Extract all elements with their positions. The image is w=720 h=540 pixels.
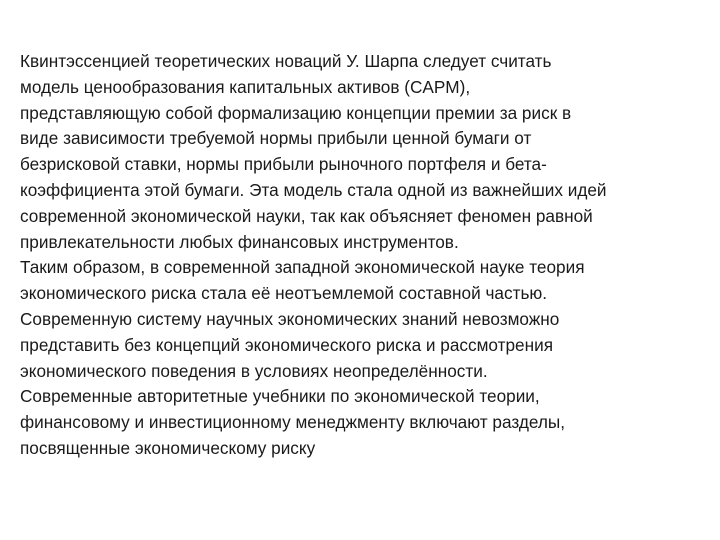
text-line: виде зависимости требуемой нормы прибыли ценной бумаги от xyxy=(20,128,532,149)
text-line: привлекательности любых финансовых инструментов. xyxy=(20,231,459,252)
text-line: представляющую собой формализацию концепции премии за риск в xyxy=(20,102,572,123)
text-line: современной экономической науки, так как объясняет феномен равной xyxy=(20,205,593,226)
text-line: Квинтэссенцией теоретических новаций У. Шарпа следует считать xyxy=(20,51,552,71)
text-line: Таким образом, в современной западной экономической науке теория xyxy=(20,257,585,278)
text-line: Современные авторитетные учебники по экономической теории, xyxy=(20,386,540,407)
text-line: коэффициента этой бумаги. Эта модель стала одной из важнейших идей xyxy=(20,179,607,200)
text-line: посвященные экономическому риску xyxy=(20,437,316,458)
text-line: финансовому и инвестиционному менеджменту включают разделы, xyxy=(20,412,565,433)
text-line: модель ценообразования капитальных активов (CAPM), xyxy=(20,76,471,97)
text-line: безрисковой ставки, нормы прибыли рыночного портфеля и бета- xyxy=(20,154,547,175)
text-line: экономического риска стала её неотъемлемой составной частью. xyxy=(20,283,548,304)
text-line: экономического поведения в условиях неопределённости. xyxy=(20,360,488,381)
text-line: Современную систему научных экономических знаний невозможно xyxy=(20,308,560,329)
body-text xyxy=(20,49,706,462)
text-line: представить без концепций экономического риска и рассмотрения xyxy=(20,334,553,355)
